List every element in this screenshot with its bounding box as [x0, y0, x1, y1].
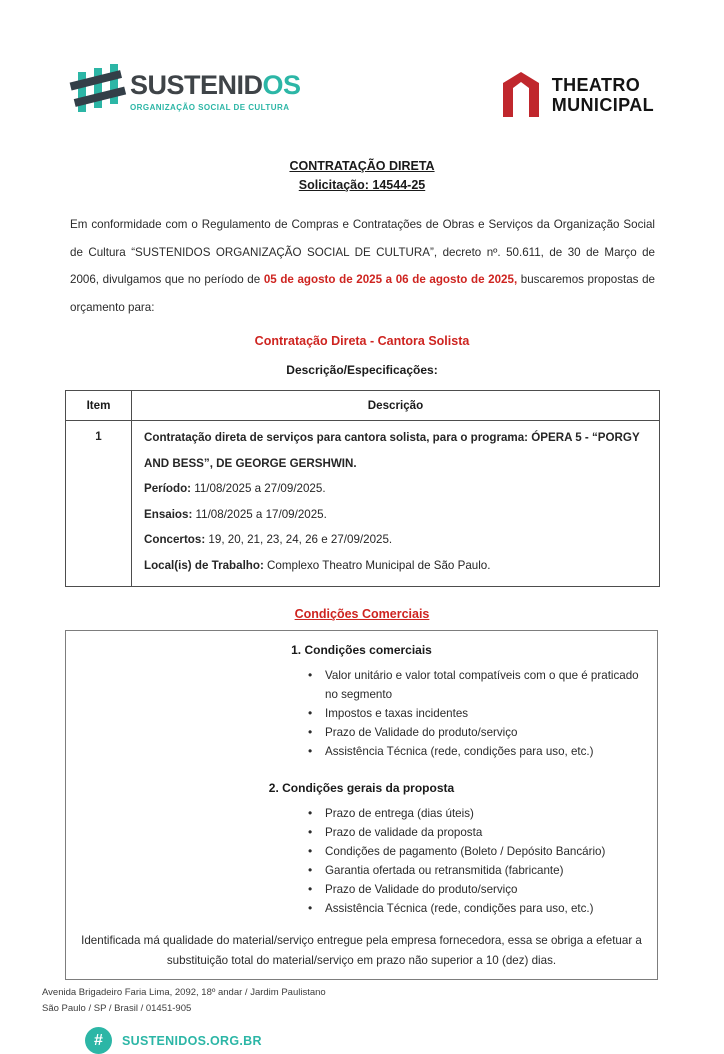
spec-table-header-row — [66, 391, 660, 421]
quality-clause: Identificada má qualidade do material/serviço entregue pela empresa fornecedora, essa se obriga a efetuar a substituição total do material/serviço em prazo não superior a 10 (dez) dias. — [81, 934, 642, 967]
list-item: • Assistência Técnica (rede, condições para uso, etc.) — [304, 742, 645, 761]
conditions-section2-list — [304, 804, 645, 918]
col-header-item: Item — [66, 391, 132, 421]
footer-brand — [85, 1027, 724, 1054]
list-item: • Prazo de entrega (dias úteis) — [304, 804, 645, 823]
item-description-cell — [132, 421, 660, 587]
title-line-2: Solicitação: 14544-25 — [298, 178, 426, 192]
list-item: • Garantia ofertada ou retransmitida (fabricante) — [304, 861, 645, 880]
sustenidos-logo — [75, 60, 301, 123]
list-item: • Assistência Técnica (rede, condições para uso, etc.) — [304, 899, 645, 918]
intro-paragraph — [70, 211, 655, 321]
description-local: Local(is) de Trabalho: Complexo Theatro Municipal de São Paulo. — [144, 558, 491, 572]
hash-icon — [75, 60, 121, 123]
conditions-heading: Condições Comerciais — [294, 607, 430, 621]
table-row — [66, 421, 660, 587]
intro-part2: buscaremos propostas de orçamento para: — [70, 273, 655, 314]
conditions-section1-list — [304, 666, 645, 761]
address-line-2: São Paulo / SP / Brasil / 01451-905 — [42, 1003, 192, 1014]
address-line-1: Avenida Brigadeiro Faria Lima, 2092, 18º andar / Jardim Paulistano — [42, 987, 326, 998]
description-periodo: Período: 11/08/2025 a 27/09/2025. — [144, 482, 326, 495]
theatro-municipal-logo — [501, 70, 654, 122]
contract-section-heading: Contratação Direta - Cantora Solista — [254, 334, 470, 348]
description-main: Contratação direta de serviços para cantora solista, para o programa: ÓPERA 5 - “PORGY AND BESS”, DE GEORGE GERSHWIN. — [144, 431, 640, 470]
sustenidos-logo-text — [130, 69, 301, 112]
item-number-cell: 1 — [66, 421, 132, 587]
header — [0, 0, 724, 123]
list-item: • Prazo de validade da proposta — [304, 823, 645, 842]
conditions-box — [65, 630, 658, 980]
sustenidos-wordmark: SUSTENIDOS — [130, 69, 301, 100]
description-concertos: Concertos: 19, 20, 21, 23, 24, 26 e 27/09/2025. — [144, 533, 393, 546]
list-item: • Prazo de Validade do produto/serviço — [304, 723, 645, 742]
hash-circle-icon: # — [85, 1027, 112, 1054]
theatro-wordmark: THEATRO MUNICIPAL — [551, 75, 654, 115]
intro-highlight-dates: 05 de agosto de 2025 a 06 de agosto de 2025, — [263, 273, 518, 286]
list-item: • Valor unitário e valor total compatíveis com o que é praticado no segmento — [304, 666, 645, 704]
list-item: • Prazo de Validade do produto/serviço — [304, 880, 645, 899]
document-title — [0, 157, 724, 195]
footer-address — [42, 985, 724, 1017]
website-text: SUSTENIDOS.ORG.BR — [122, 1033, 262, 1048]
list-item: • Impostos e taxas incidentes — [304, 704, 645, 723]
intro-part1: Em conformidade com o Regulamento de Compras e Contratações de Obras e Serviços da Organização Social de Cultura “SUSTENIDOS ORGANIZAÇÃO SOCIAL DE CULTURA”, decreto nº. 50.611, de 30 de Março de 2006, divulgamos que no período de — [70, 218, 655, 286]
conditions-section2-title: 2. Condições gerais da proposta — [268, 781, 455, 795]
theatro-arch-icon — [501, 70, 541, 122]
title-line-1: CONTRATAÇÃO DIRETA — [289, 159, 435, 173]
list-item: • Condições de pagamento (Boleto / Depósito Bancário) — [304, 842, 645, 861]
spec-table — [65, 390, 660, 587]
spec-heading: Descrição/Especificações: — [286, 363, 438, 377]
description-ensaios: Ensaios: 11/08/2025 a 17/09/2025. — [144, 507, 327, 521]
conditions-section1-title: 1. Condições comerciais — [291, 643, 432, 657]
sustenidos-tagline: ORGANIZAÇÃO SOCIAL DE CULTURA — [130, 102, 290, 112]
col-header-descricao: Descrição — [132, 391, 660, 421]
